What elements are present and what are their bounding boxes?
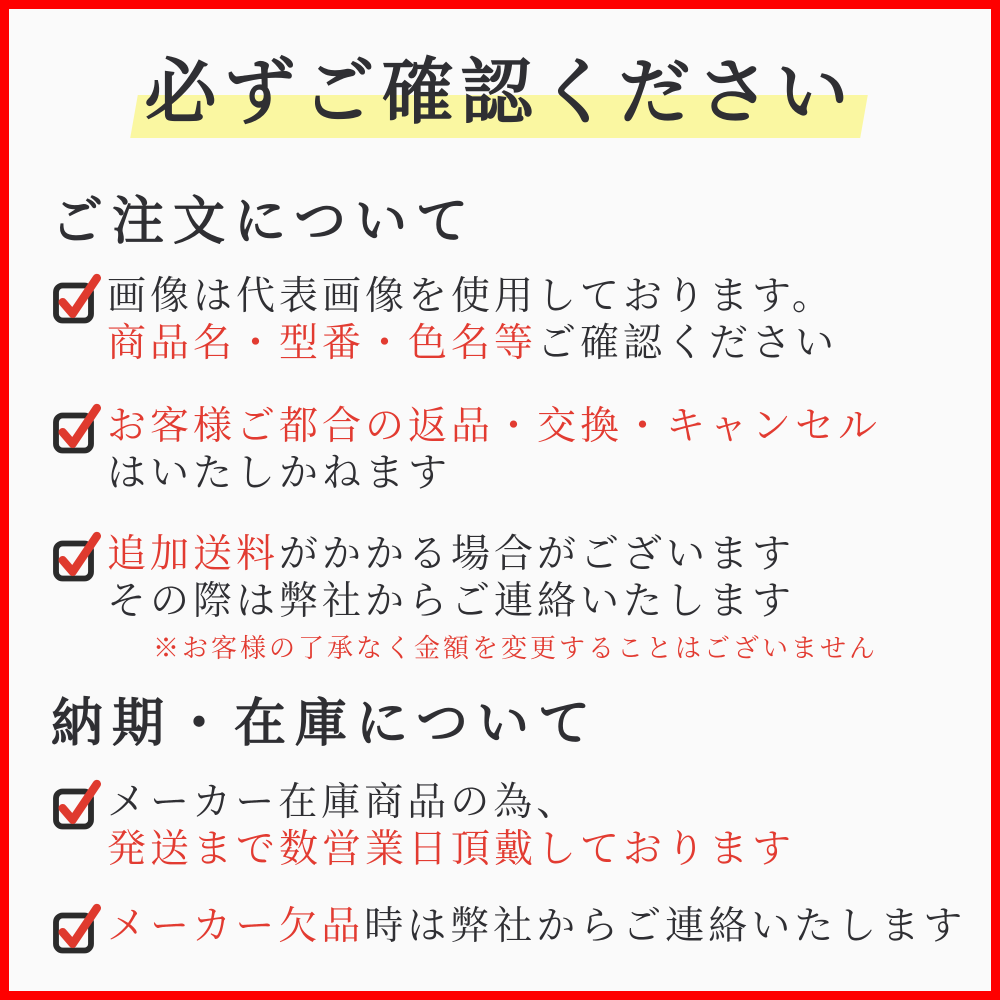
item-text-line bbox=[107, 403, 881, 450]
checkbox-icon bbox=[51, 777, 101, 831]
item-text-line bbox=[107, 826, 795, 873]
item-text-line bbox=[107, 320, 838, 367]
item-text-segment: 発送まで数営業日頂戴しております bbox=[107, 828, 796, 871]
item-text bbox=[107, 903, 966, 950]
item-text-segment: 時は弊社からご連絡いたします bbox=[364, 905, 967, 948]
item-text bbox=[107, 403, 881, 497]
item-text-segment: ご確認ください bbox=[537, 322, 839, 365]
item-text-line bbox=[107, 779, 795, 826]
item-text bbox=[107, 531, 878, 665]
item-text-line bbox=[107, 903, 966, 950]
item-text-segment: メーカー在庫商品の為、 bbox=[107, 781, 580, 824]
item-text-line bbox=[107, 273, 838, 320]
item-text-line bbox=[107, 578, 878, 625]
item-text bbox=[107, 273, 838, 367]
checkbox-icon bbox=[51, 901, 101, 955]
item-text-segment: はいたしかねます bbox=[107, 452, 452, 495]
list-item-representative-image bbox=[51, 273, 971, 367]
item-text-segment: 追加送料 bbox=[107, 533, 280, 576]
item-text-line bbox=[107, 450, 881, 497]
item-text-line bbox=[107, 531, 878, 578]
section-orders bbox=[9, 193, 991, 955]
list-item-returns bbox=[51, 403, 971, 497]
checkbox-icon bbox=[51, 271, 101, 325]
item-text-segment: がかかる場合がございます bbox=[279, 533, 796, 576]
list-item-maker-stock bbox=[51, 779, 971, 873]
page-title-wrap bbox=[9, 45, 991, 145]
item-text-segment: メーカー欠品 bbox=[107, 905, 365, 948]
item-text bbox=[107, 779, 795, 873]
list-item-maker-shortage bbox=[51, 903, 971, 955]
item-text-segment: 画像は代表画像を使用しております。 bbox=[107, 275, 835, 318]
section-orders-heading: ご注文について bbox=[51, 194, 477, 251]
price-change-note: ※お客様の了承なく金額を変更することはございません bbox=[153, 634, 879, 663]
item-text-segment: その際は弊社からご連絡いたします bbox=[107, 580, 796, 623]
list-item-extra-shipping bbox=[51, 531, 971, 665]
item-text-segment: 商品名・型番・色名等 bbox=[107, 322, 538, 365]
checkbox-icon bbox=[51, 401, 101, 455]
page-title: 必ずご確認ください bbox=[144, 53, 856, 133]
section-stock-heading: 納期・在庫について bbox=[51, 696, 599, 753]
checkbox-icon bbox=[51, 529, 101, 583]
item-text-segment: お客様ご都合の返品・交換・キャンセル bbox=[107, 405, 882, 448]
